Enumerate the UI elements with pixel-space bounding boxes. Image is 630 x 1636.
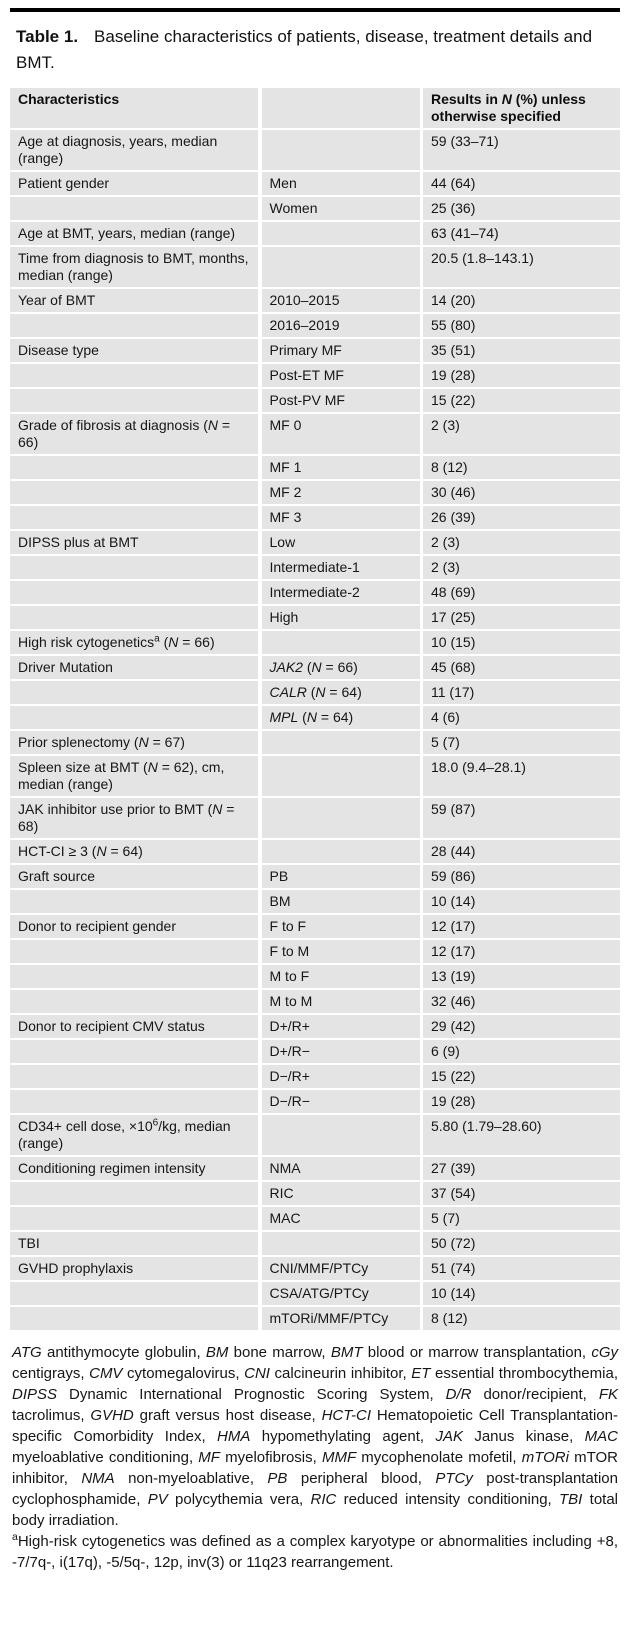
cell-subcategory: D−/R− <box>262 1090 420 1113</box>
cell-subcategory <box>262 756 420 796</box>
cell-subcategory: High <box>262 606 420 629</box>
cell-value: 6 (9) <box>423 1040 620 1063</box>
cell-characteristic <box>10 1207 258 1230</box>
cell-value: 5 (7) <box>423 731 620 754</box>
cell-characteristic: Year of BMT <box>10 289 258 312</box>
cell-characteristic <box>10 990 258 1013</box>
cell-value: 2 (3) <box>423 556 620 579</box>
cell-subcategory <box>262 222 420 245</box>
cell-subcategory: MPL (N = 64) <box>262 706 420 729</box>
cell-characteristic <box>10 890 258 913</box>
cell-subcategory: F to M <box>262 940 420 963</box>
cell-value: 50 (72) <box>423 1232 620 1255</box>
cell-characteristic <box>10 681 258 704</box>
cell-characteristic <box>10 606 258 629</box>
cell-characteristic: Donor to recipient CMV status <box>10 1015 258 1038</box>
cell-subcategory: 2016–2019 <box>262 314 420 337</box>
cell-characteristic <box>10 314 258 337</box>
cell-subcategory: PB <box>262 865 420 888</box>
cell-subcategory: F to F <box>262 915 420 938</box>
cell-value: 32 (46) <box>423 990 620 1013</box>
cell-value: 27 (39) <box>423 1157 620 1180</box>
cell-characteristic <box>10 481 258 504</box>
cell-subcategory <box>262 1115 420 1155</box>
cell-characteristic <box>10 506 258 529</box>
cell-characteristic: CD34+ cell dose, $\times 10^6/kg$, median (range) <box>10 1115 258 1155</box>
cell-subcategory: JAK2 (N = 66) <box>262 656 420 679</box>
cell-value: 35 (51) <box>423 339 620 362</box>
column-header-spacer <box>262 88 420 128</box>
cell-characteristic <box>10 1065 258 1088</box>
cell-characteristic: Spleen size at BMT (N = 62), cm, median (range) <box>10 756 258 796</box>
cell-subcategory: Intermediate-1 <box>262 556 420 579</box>
cell-characteristic: Driver Mutation <box>10 656 258 679</box>
cell-subcategory <box>262 731 420 754</box>
cell-subcategory: mTORi/MMF/PTCy <box>262 1307 420 1330</box>
cell-characteristic <box>10 556 258 579</box>
cell-value: 30 (46) <box>423 481 620 504</box>
cell-subcategory: CSA/ATG/PTCy <box>262 1282 420 1305</box>
cell-value: 45 (68) <box>423 656 620 679</box>
baseline-characteristics-table <box>10 88 620 1330</box>
cell-value: 2 (3) <box>423 414 620 454</box>
cell-subcategory: MF 0 <box>262 414 420 454</box>
cell-value: 5 (7) <box>423 1207 620 1230</box>
cell-characteristic <box>10 1307 258 1330</box>
cell-characteristic: Donor to recipient gender <box>10 915 258 938</box>
cell-value: 5.80 (1.79–28.60) <box>423 1115 620 1155</box>
cell-subcategory: Primary MF <box>262 339 420 362</box>
cell-characteristic <box>10 197 258 220</box>
cell-characteristic: Disease type <box>10 339 258 362</box>
cell-characteristic: High risk cytogenetics$^a$ (N = 66) <box>10 631 258 654</box>
cell-value: 59 (33–71) <box>423 130 620 170</box>
cell-subcategory: MAC <box>262 1207 420 1230</box>
cell-value: 8 (12) <box>423 1307 620 1330</box>
cell-subcategory <box>262 1232 420 1255</box>
cell-value: 20.5 (1.8–143.1) <box>423 247 620 287</box>
cell-characteristic <box>10 1282 258 1305</box>
cell-value: 44 (64) <box>423 172 620 195</box>
cell-value: 19 (28) <box>423 1090 620 1113</box>
cell-value: 48 (69) <box>423 581 620 604</box>
footnote-a <box>12 1531 618 1573</box>
cell-subcategory: D+/R− <box>262 1040 420 1063</box>
cell-value: 10 (14) <box>423 1282 620 1305</box>
cell-subcategory: Intermediate-2 <box>262 581 420 604</box>
cell-characteristic <box>10 706 258 729</box>
footnote-a-marker: a <box>12 1531 18 1543</box>
table-footnotes <box>12 1342 618 1573</box>
table-caption <box>16 24 618 76</box>
cell-value: 37 (54) <box>423 1182 620 1205</box>
cell-value: 15 (22) <box>423 389 620 412</box>
cell-characteristic <box>10 581 258 604</box>
cell-characteristic: TBI <box>10 1232 258 1255</box>
cell-value: 25 (36) <box>423 197 620 220</box>
cell-value: 63 (41–74) <box>423 222 620 245</box>
cell-subcategory <box>262 798 420 838</box>
cell-value: 4 (6) <box>423 706 620 729</box>
cell-characteristic: Graft source <box>10 865 258 888</box>
cell-subcategory: M to F <box>262 965 420 988</box>
cell-characteristic: Grade of fibrosis at diagnosis (N = 66) <box>10 414 258 454</box>
cell-value: 12 (17) <box>423 915 620 938</box>
cell-value: 2 (3) <box>423 531 620 554</box>
cell-subcategory <box>262 130 420 170</box>
cell-value: 28 (44) <box>423 840 620 863</box>
cell-subcategory <box>262 247 420 287</box>
abbreviations-footnote: ATG antithymocyte globulin, BM bone marrow, BMT blood or marrow transplantation, cGy centigrays, CMV cytomegalovirus, CNI calcineurin inhibitor, ET essential thrombocythemia, DIPSS Dynamic International Prognostic Scoring System, D/R donor/recipient, FK tacrolimus, GVHD graft versus host disease, HCT-CI Hematopoietic Cell Transplantation-specific Comorbidity Index, HMA hypomethylating agent, JAK Janus kinase, MAC myeloablative conditioning, MF myelofibrosis, MMF mycophenolate mofetil, mTORi mTOR inhibitor, NMA non-myeloablative, PB peripheral blood, PTCy post-transplantation cyclophosphamide, PV polycythemia vera, RIC reduced intensity conditioning, TBI total body irradiation. <box>12 1344 619 1529</box>
cell-value: 13 (19) <box>423 965 620 988</box>
cell-subcategory: M to M <box>262 990 420 1013</box>
cell-value: 10 (15) <box>423 631 620 654</box>
cell-subcategory: CALR (N = 64) <box>262 681 420 704</box>
cell-subcategory: MF 1 <box>262 456 420 479</box>
cell-characteristic: Patient gender <box>10 172 258 195</box>
cell-subcategory: 2010–2015 <box>262 289 420 312</box>
cell-characteristic <box>10 1182 258 1205</box>
cell-characteristic: Prior splenectomy (N = 67) <box>10 731 258 754</box>
cell-characteristic <box>10 364 258 387</box>
cell-value: 59 (86) <box>423 865 620 888</box>
table-caption-text: Baseline characteristics of patients, disease, treatment details and BMT. <box>16 27 593 72</box>
cell-value: 14 (20) <box>423 289 620 312</box>
cell-subcategory: MF 2 <box>262 481 420 504</box>
cell-subcategory: CNI/MMF/PTCy <box>262 1257 420 1280</box>
cell-value: 8 (12) <box>423 456 620 479</box>
cell-characteristic <box>10 940 258 963</box>
column-header-results: Results in N (%) unless otherwise specified <box>423 88 620 128</box>
cell-characteristic: JAK inhibitor use prior to BMT (N = 68) <box>10 798 258 838</box>
cell-characteristic <box>10 965 258 988</box>
cell-value: 11 (17) <box>423 681 620 704</box>
cell-characteristic: GVHD prophylaxis <box>10 1257 258 1280</box>
cell-subcategory: BM <box>262 890 420 913</box>
cell-characteristic: HCT-CI ≥ 3 (N = 64) <box>10 840 258 863</box>
cell-characteristic <box>10 456 258 479</box>
cell-characteristic <box>10 389 258 412</box>
cell-value: 17 (25) <box>423 606 620 629</box>
table-caption-label: Table 1. <box>16 27 79 46</box>
cell-characteristic: Time from diagnosis to BMT, months, median (range) <box>10 247 258 287</box>
cell-subcategory: Women <box>262 197 420 220</box>
cell-subcategory <box>262 631 420 654</box>
cell-characteristic <box>10 1040 258 1063</box>
cell-value: 15 (22) <box>423 1065 620 1088</box>
cell-value: 12 (17) <box>423 940 620 963</box>
cell-characteristic: Age at diagnosis, years, median (range) <box>10 130 258 170</box>
cell-subcategory: Low <box>262 531 420 554</box>
cell-subcategory <box>262 840 420 863</box>
cell-subcategory: MF 3 <box>262 506 420 529</box>
cell-value: 51 (74) <box>423 1257 620 1280</box>
cell-subcategory: Post-ET MF <box>262 364 420 387</box>
column-header-characteristics: Characteristics <box>10 88 258 128</box>
cell-characteristic: Conditioning regimen intensity <box>10 1157 258 1180</box>
cell-subcategory: NMA <box>262 1157 420 1180</box>
cell-value: 18.0 (9.4–28.1) <box>423 756 620 796</box>
cell-value: 26 (39) <box>423 506 620 529</box>
cell-subcategory: D+/R+ <box>262 1015 420 1038</box>
cell-value: 55 (80) <box>423 314 620 337</box>
cell-characteristic: Age at BMT, years, median (range) <box>10 222 258 245</box>
cell-subcategory: Post-PV MF <box>262 389 420 412</box>
cell-value: 19 (28) <box>423 364 620 387</box>
cell-value: 29 (42) <box>423 1015 620 1038</box>
cell-characteristic: DIPSS plus at BMT <box>10 531 258 554</box>
cell-value: 59 (87) <box>423 798 620 838</box>
cell-value: 10 (14) <box>423 890 620 913</box>
cell-subcategory: RIC <box>262 1182 420 1205</box>
footnote-a-text: High-risk cytogenetics was defined as a complex karyotype or abnormalities including +8, -7/7q-, i(17q), -5/5q-, 12p, inv(3) or 11q23 rearrangement. <box>12 1533 618 1571</box>
cell-subcategory: Men <box>262 172 420 195</box>
cell-characteristic <box>10 1090 258 1113</box>
table-top-rule <box>10 8 620 12</box>
cell-subcategory: D−/R+ <box>262 1065 420 1088</box>
